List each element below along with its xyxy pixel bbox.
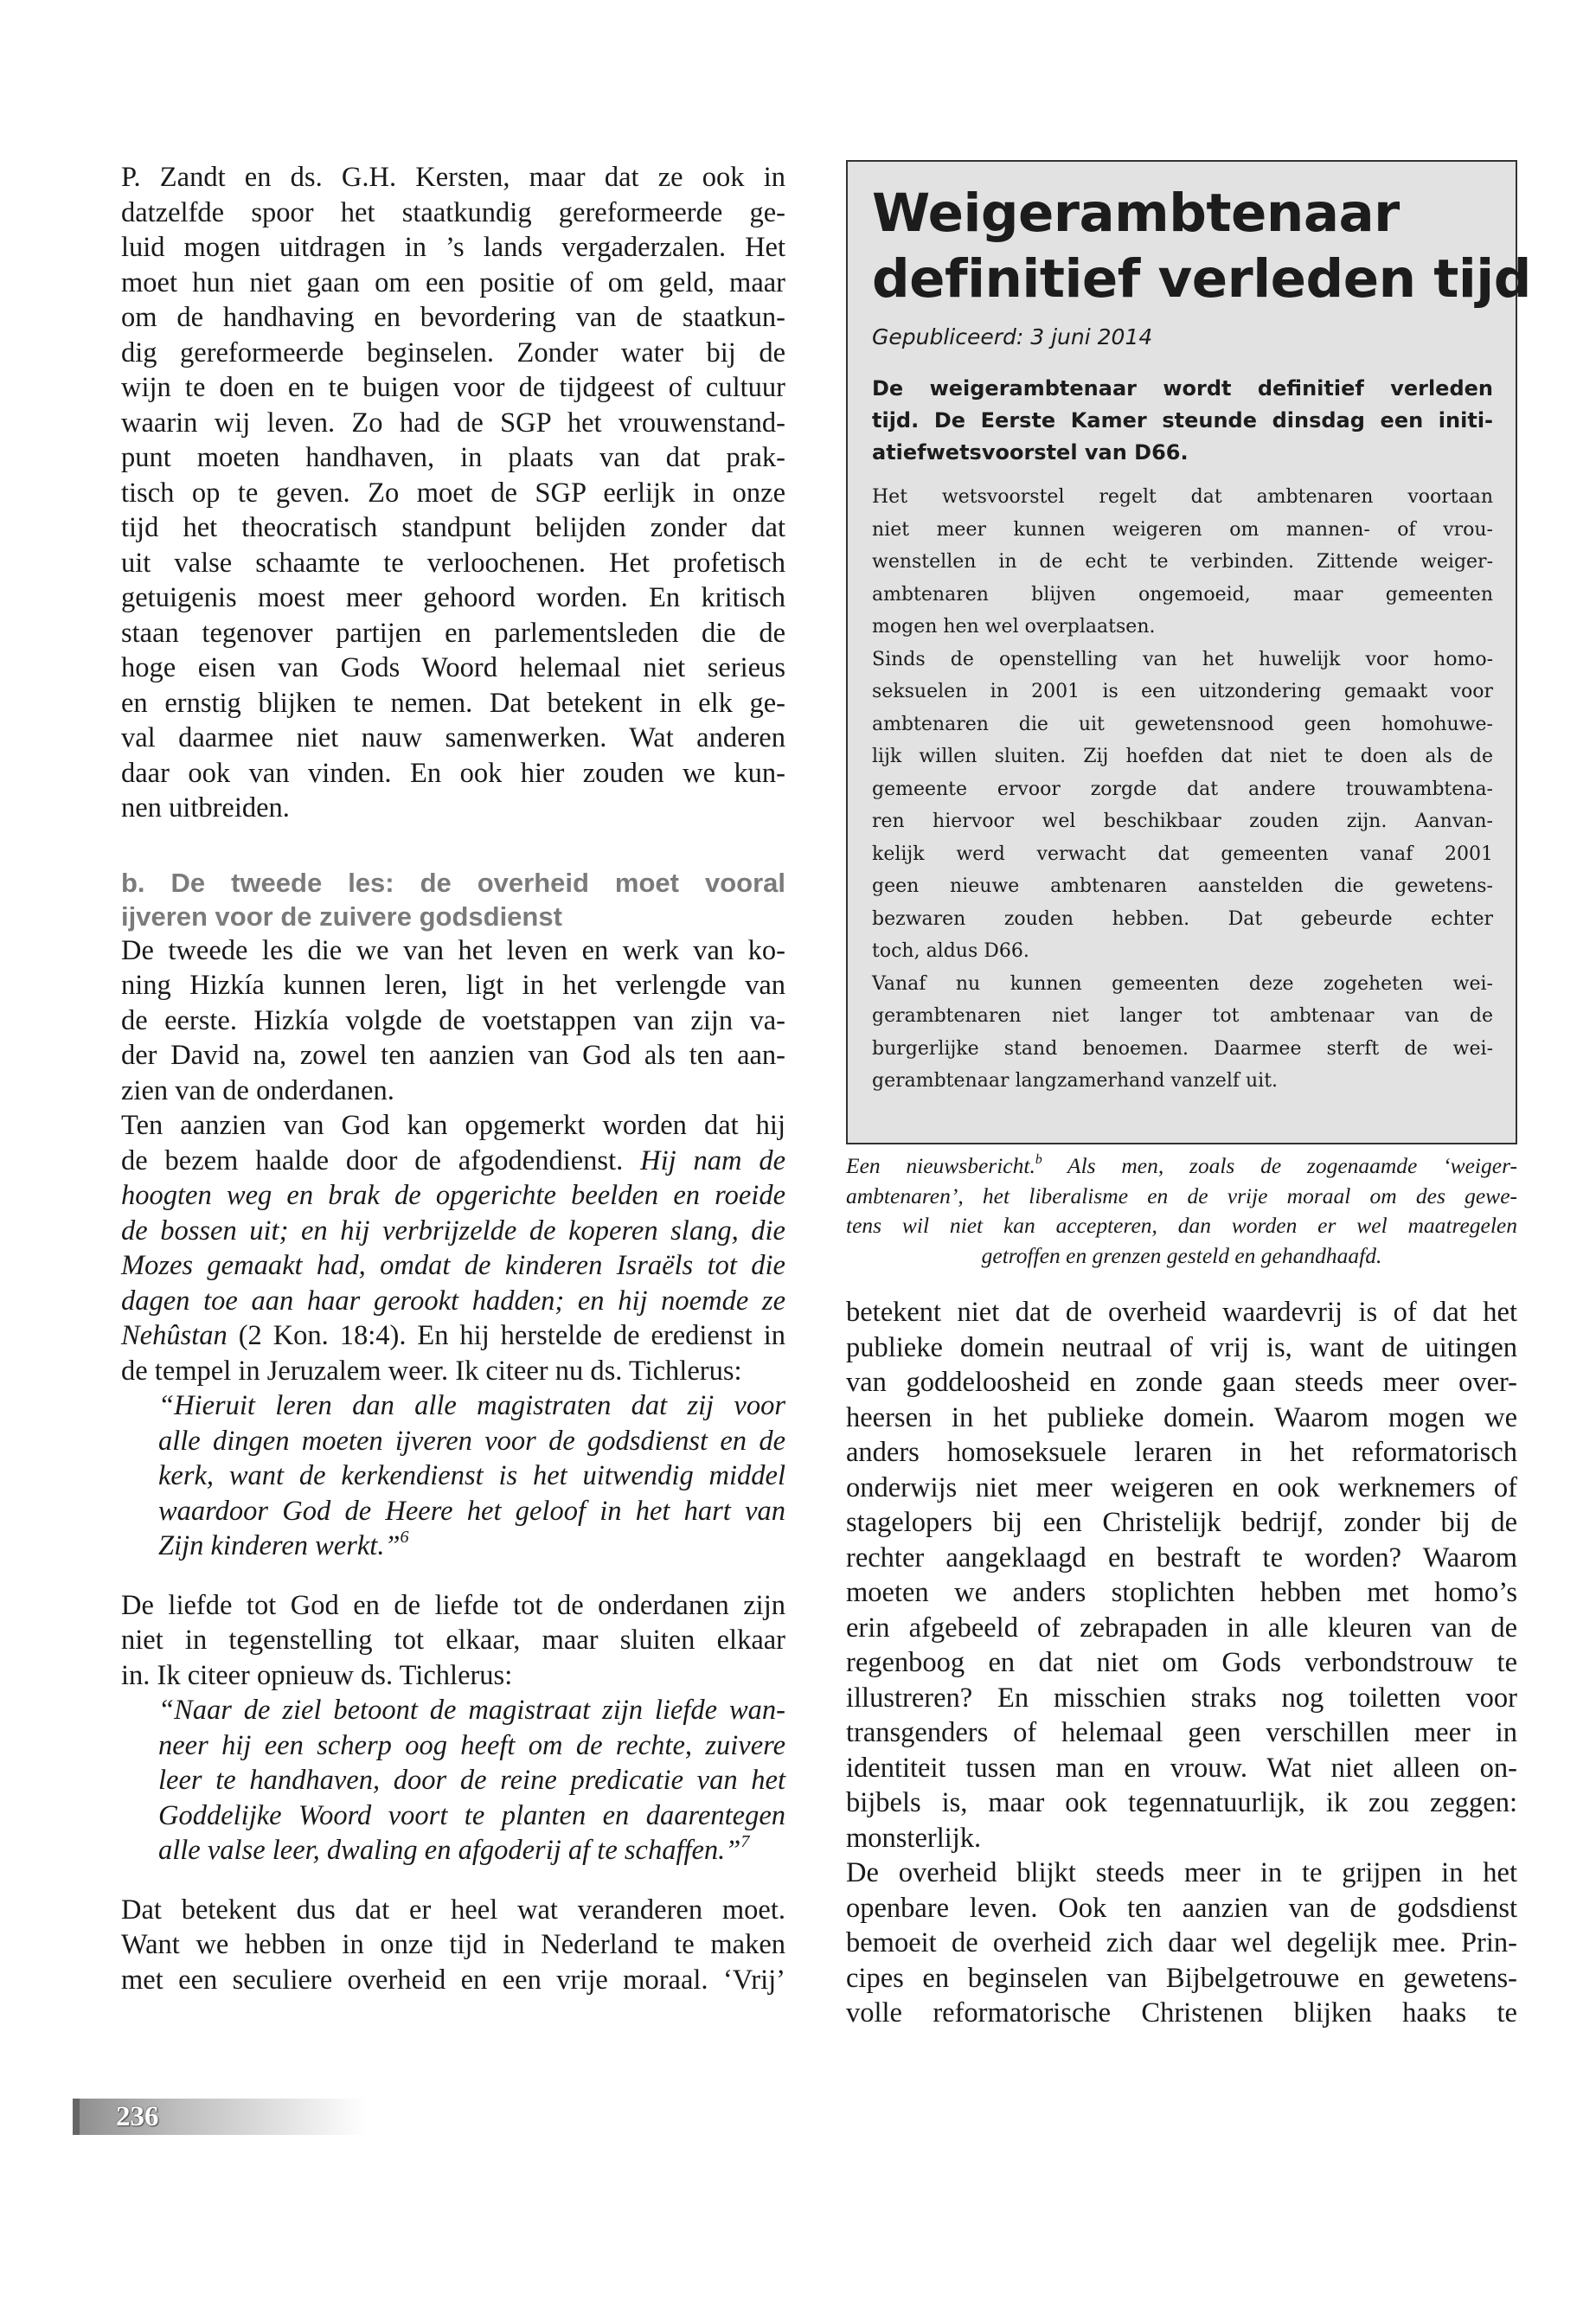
clipping-title-line: definitief verleden tijd bbox=[872, 248, 1531, 310]
clipping-body-line: niet meer kunnen weigeren om mannen- of vrou- bbox=[872, 518, 1493, 541]
text-line: van goddeloosheid en zonde gaan steeds meer over- bbox=[846, 1367, 1517, 1398]
left-column bbox=[121, 160, 785, 1997]
clipping-lead-line: De weigerambtenaar wordt definitief verleden bbox=[872, 376, 1493, 401]
clipping-caption bbox=[846, 1151, 1517, 1271]
text-line: moet hun niet gaan om een positie of om geld, maar bbox=[121, 266, 785, 298]
text-line: hoge eisen van Gods Woord helemaal niet serieus bbox=[121, 652, 785, 683]
clipping-body-line: ren hiervoor wel beschikbaar zouden zijn. Aanvan- bbox=[872, 811, 1493, 832]
caption-text: Als men, zoals de zogenaamde ‘weiger- bbox=[1042, 1153, 1517, 1178]
text-line: De overheid blijkt steeds meer in te grijpen in het bbox=[846, 1857, 1517, 1888]
text-line: waarin wij leven. Zo had de SGP het vrouwenstand- bbox=[121, 407, 785, 439]
clipping-body-line: wenstellen in de echt te verbinden. Zittende weiger- bbox=[872, 551, 1493, 573]
text-line: transgenders of helemaal geen verschillen meer in bbox=[846, 1717, 1517, 1748]
text-line: niet in tegenstelling tot elkaar, maar sluiten elkaar bbox=[121, 1625, 785, 1656]
text-line: val daarmee niet nauw samenwerken. Wat anderen bbox=[121, 722, 785, 753]
text-line: de tempel in Jeruzalem weer. Ik citeer nu ds. Tichlerus: bbox=[121, 1355, 742, 1387]
text-line: moeten we anders stoplichten hebben met homo’s bbox=[846, 1577, 1517, 1608]
clipping-lead bbox=[872, 373, 1493, 469]
text-line: daar ook van vinden. En ook hier zouden we kun- bbox=[121, 757, 785, 789]
text-line: openbare leven. Ook ten aanzien van de godsdienst bbox=[846, 1892, 1517, 1924]
text-line: cipes en beginselen van Bijbelgetrouwe en gewetens- bbox=[846, 1962, 1517, 1994]
scripture-quote: Hij nam de bbox=[640, 1144, 785, 1176]
scripture-quote-line: Mozes gemaakt had, omdat de kinderen Israëls tot die bbox=[121, 1250, 785, 1281]
text-line: Ten aanzien van God kan opgemerkt worden dat hij bbox=[121, 1110, 785, 1141]
scripture-quote-line: de bossen uit; en hij verbrijzelde de koperen slang, die bbox=[121, 1215, 785, 1247]
clipping-body-line: toch, aldus D66. bbox=[872, 940, 1029, 962]
text-line: anders homoseksuele leraren in het reformatorisch bbox=[846, 1437, 1517, 1468]
clipping-body-line: Vanaf nu kunnen gemeenten deze zogeheten wei- bbox=[872, 972, 1493, 995]
scripture-quote-line: hoogten weg en brak de opgerichte beelden en roeide bbox=[121, 1180, 785, 1211]
caption-line bbox=[846, 1151, 1517, 1182]
clipping-body bbox=[872, 481, 1493, 1098]
paragraph-2 bbox=[121, 933, 785, 1109]
quote-line: waardoor God de Heere het geloof in het hart van bbox=[158, 1495, 785, 1527]
text-line: onderwijs niet meer weigeren en ook werknemers of bbox=[846, 1471, 1517, 1503]
text-line: staan tegenover partijen en parlementsleden die de bbox=[121, 617, 785, 649]
text-line: publieke domein neutraal of vrij is, want de uitingen bbox=[846, 1331, 1517, 1363]
text-line: tisch op te geven. Zo moet de SGP eerlijk in onze bbox=[121, 477, 785, 509]
text-line bbox=[121, 1318, 785, 1354]
newspaper-clipping bbox=[846, 160, 1531, 1144]
caption-line: tens wil niet kan accepteren, dan worden er wel maatregelen bbox=[846, 1213, 1517, 1238]
quote-line: kerk, want de kerkendienst is het uitwendig middel bbox=[158, 1460, 785, 1491]
text-line: volle reformatorische Christenen blijken haaks te bbox=[846, 1997, 1517, 2029]
text-line bbox=[121, 1144, 785, 1179]
footnote-marker: 7 bbox=[740, 1832, 750, 1852]
text-line: punt moeten handhaven, in plaats van dat prak- bbox=[121, 442, 785, 473]
text-line: bijbels is, maar ook tegennatuurlijk, ik zou zeggen: bbox=[846, 1787, 1517, 1818]
clipping-body-line: bezwaren zouden hebben. Dat gebeurde echter bbox=[872, 907, 1493, 930]
paragraph-1 bbox=[121, 160, 785, 826]
block-quote-2 bbox=[121, 1693, 785, 1868]
text-line: De liefde tot God en de liefde tot de onderdanen zijn bbox=[121, 1589, 785, 1621]
clipping-body-line: mogen hen wel overplaatsen. bbox=[872, 616, 1156, 638]
text-line: met een seculiere overheid en een vrije moraal. ‘Vrij’ bbox=[121, 1964, 785, 1996]
text-line: tijd het theocratisch standpunt belijden zonder dat bbox=[121, 512, 785, 543]
clipping-body-line: ambtenaren blijven ongemoeid, maar gemeenten bbox=[872, 583, 1493, 606]
text-line: datzelfde spoor het staatkundig gereformeerde ge- bbox=[121, 196, 785, 228]
text-line: zien van de onderdanen. bbox=[121, 1074, 394, 1106]
quote-line bbox=[121, 1833, 785, 1868]
right-body-text bbox=[846, 1295, 1517, 2031]
text-line: identiteit tussen man en vrouw. Wat niet alleen on- bbox=[846, 1752, 1517, 1784]
text-line: getuigenis moest meer gehoord worden. En kritisch bbox=[121, 582, 785, 613]
section-heading bbox=[121, 866, 785, 933]
clipping-title-line: Weigerambtenaar bbox=[872, 183, 1400, 244]
quote-line: neer hij een scherp oog heeft om de rechte, zuivere bbox=[158, 1729, 785, 1761]
clipping-body-line: gerambtenaren niet langer tot ambtenaar van de bbox=[872, 1005, 1493, 1027]
quote-line: “Hieruit leren dan alle magistraten dat zij voor bbox=[158, 1390, 785, 1421]
clipping-body-line: kelijk werd verwacht dat gemeenten vanaf 2001 bbox=[872, 843, 1493, 865]
text-line: luid mogen uitdragen in ’s lands vergaderzalen. Het bbox=[121, 232, 785, 263]
scripture-quote-line: dagen toe aan haar gerookt hadden; en hij noemde ze bbox=[121, 1285, 785, 1317]
clipping-body-line: ambtenaren die uit gewetensnood geen homohuwe- bbox=[872, 713, 1493, 735]
text-line: nen uitbreiden. bbox=[121, 792, 290, 824]
text-run: de bezem haalde door de afgodendienst. bbox=[121, 1144, 641, 1176]
clipping-body-line: Het wetsvoorstel regelt dat ambtenaren voortaan bbox=[872, 486, 1493, 508]
clipping-lead-line: atiefwetsvoorstel van D66. bbox=[872, 440, 1189, 465]
caption-line: ambtenaren’, het liberalisme en de vrije moraal om des gewe- bbox=[846, 1183, 1517, 1208]
text-line: de eerste. Hizkía volgde de voetstappen van zijn va- bbox=[121, 1004, 785, 1036]
text-line: heersen in het publieke domein. Waarom mogen we bbox=[846, 1401, 1517, 1433]
clipping-lead-line: tijd. De Eerste Kamer steunde dinsdag een initi- bbox=[872, 408, 1493, 433]
text-line: illustreren? En misschien straks nog toiletten voor bbox=[846, 1682, 1517, 1714]
scripture-quote: Nehûstan bbox=[121, 1320, 228, 1351]
text-line: bemoeit de overheid zich daar wel degelijk mee. Prin- bbox=[846, 1927, 1517, 1958]
text-line: rechter aangeklaagd en bestraft te worden? Waarom bbox=[846, 1541, 1517, 1574]
quote-line bbox=[121, 1529, 785, 1564]
text-line: De tweede les die we van het leven en werk van ko- bbox=[121, 934, 785, 966]
clipping-body-line: geen nieuwe ambtenaren aanstelden die gewetens- bbox=[872, 875, 1493, 897]
text-line: der David na, zowel ten aanzien van God als ten aan- bbox=[121, 1040, 785, 1071]
quote-text: Zijn kinderen werkt.” bbox=[158, 1530, 401, 1561]
quote-line: leer te handhaven, door de reine predicatie van het bbox=[158, 1765, 785, 1796]
paragraph-3 bbox=[121, 1108, 785, 1388]
text-line: dig gereformeerde beginselen. Zonder water bij de bbox=[121, 336, 785, 369]
text-line: Want we hebben in onze tijd in Nederland te maken bbox=[121, 1929, 785, 1960]
paragraph-4 bbox=[121, 1588, 785, 1694]
right-column bbox=[846, 160, 1531, 2031]
quote-text: alle valse leer, dwaling en afgoderij af te schaffen.” bbox=[158, 1835, 741, 1866]
block-quote-1 bbox=[121, 1388, 785, 1564]
text-line: stagelopers bij een Christelijk bedrijf, zonder bij de bbox=[846, 1507, 1517, 1538]
heading-line: b. De tweede les: de overheid moet vooral bbox=[121, 867, 785, 898]
text-line: Dat betekent dus dat er heel wat veranderen moet. bbox=[121, 1894, 785, 1926]
text-run: (2 Kon. 18:4). En hij herstelde de eredienst in bbox=[227, 1320, 785, 1351]
heading-line: ijveren voor de zuivere godsdienst bbox=[121, 901, 562, 932]
clipping-date: Gepubliceerd: 3 juni 2014 bbox=[872, 324, 1153, 349]
paragraph-5 bbox=[121, 1893, 785, 1998]
quote-line: alle dingen moeten ijveren voor de godsdienst en de bbox=[158, 1425, 785, 1457]
clipping-body-line: seksuelen in 2001 is een uitzondering gemaakt voor bbox=[872, 681, 1493, 702]
text-line: betekent niet dat de overheid waardevrij is of dat het bbox=[846, 1297, 1517, 1328]
clipping-body-line: Sinds de openstelling van het huwelijk voor homo- bbox=[872, 648, 1493, 670]
footnote-marker: b bbox=[1035, 1151, 1042, 1167]
text-line: regenboog en dat niet om Gods verbondstrouw te bbox=[846, 1647, 1517, 1678]
clipping-body-line: lijk willen sluiten. Zij hoefden dat niet te doen als de bbox=[872, 746, 1493, 767]
text-line: in. Ik citeer opnieuw ds. Tichlerus: bbox=[121, 1659, 513, 1691]
clipping-body-line: gerambtenaar langzamerhand vanzelf uit. bbox=[872, 1070, 1279, 1092]
text-line: ning Hizkía kunnen leren, ligt in het verlengde van bbox=[121, 970, 785, 1001]
clipping-body-line: burgerlijke stand benoemen. Daarmee sterft de wei- bbox=[872, 1037, 1493, 1060]
caption-line: getroffen en grenzen gesteld en gehandhaafd. bbox=[981, 1242, 1382, 1268]
text-line: en ernstig blijken te nemen. Dat betekent in elk ge- bbox=[121, 687, 785, 719]
text-line: uit valse schaamte te verloochenen. Het profetisch bbox=[121, 547, 785, 579]
quote-line: Goddelijke Woord voort te planten en daarentegen bbox=[158, 1799, 785, 1831]
text-line: wijn te doen en te buigen voor de tijdgeest of cultuur bbox=[121, 372, 785, 403]
page-number: 236 bbox=[116, 2101, 159, 2132]
caption-text: Een nieuwsbericht. bbox=[846, 1153, 1035, 1178]
text-line: erin afgebeeld of zebrapaden in alle kleuren van de bbox=[846, 1612, 1517, 1644]
text-line: P. Zandt en ds. G.H. Kersten, maar dat ze ook in bbox=[121, 162, 785, 193]
page-number-bar bbox=[73, 2099, 367, 2135]
text-line: om de handhaving en bevordering van de staatkun- bbox=[121, 302, 785, 333]
quote-line: “Naar de ziel betoont de magistraat zijn liefde wan- bbox=[158, 1695, 785, 1726]
clipping-body-line: gemeente ervoor zorgde dat andere trouwambtena- bbox=[872, 778, 1493, 800]
footnote-marker: 6 bbox=[400, 1528, 409, 1548]
text-line: monsterlijk. bbox=[846, 1822, 982, 1854]
